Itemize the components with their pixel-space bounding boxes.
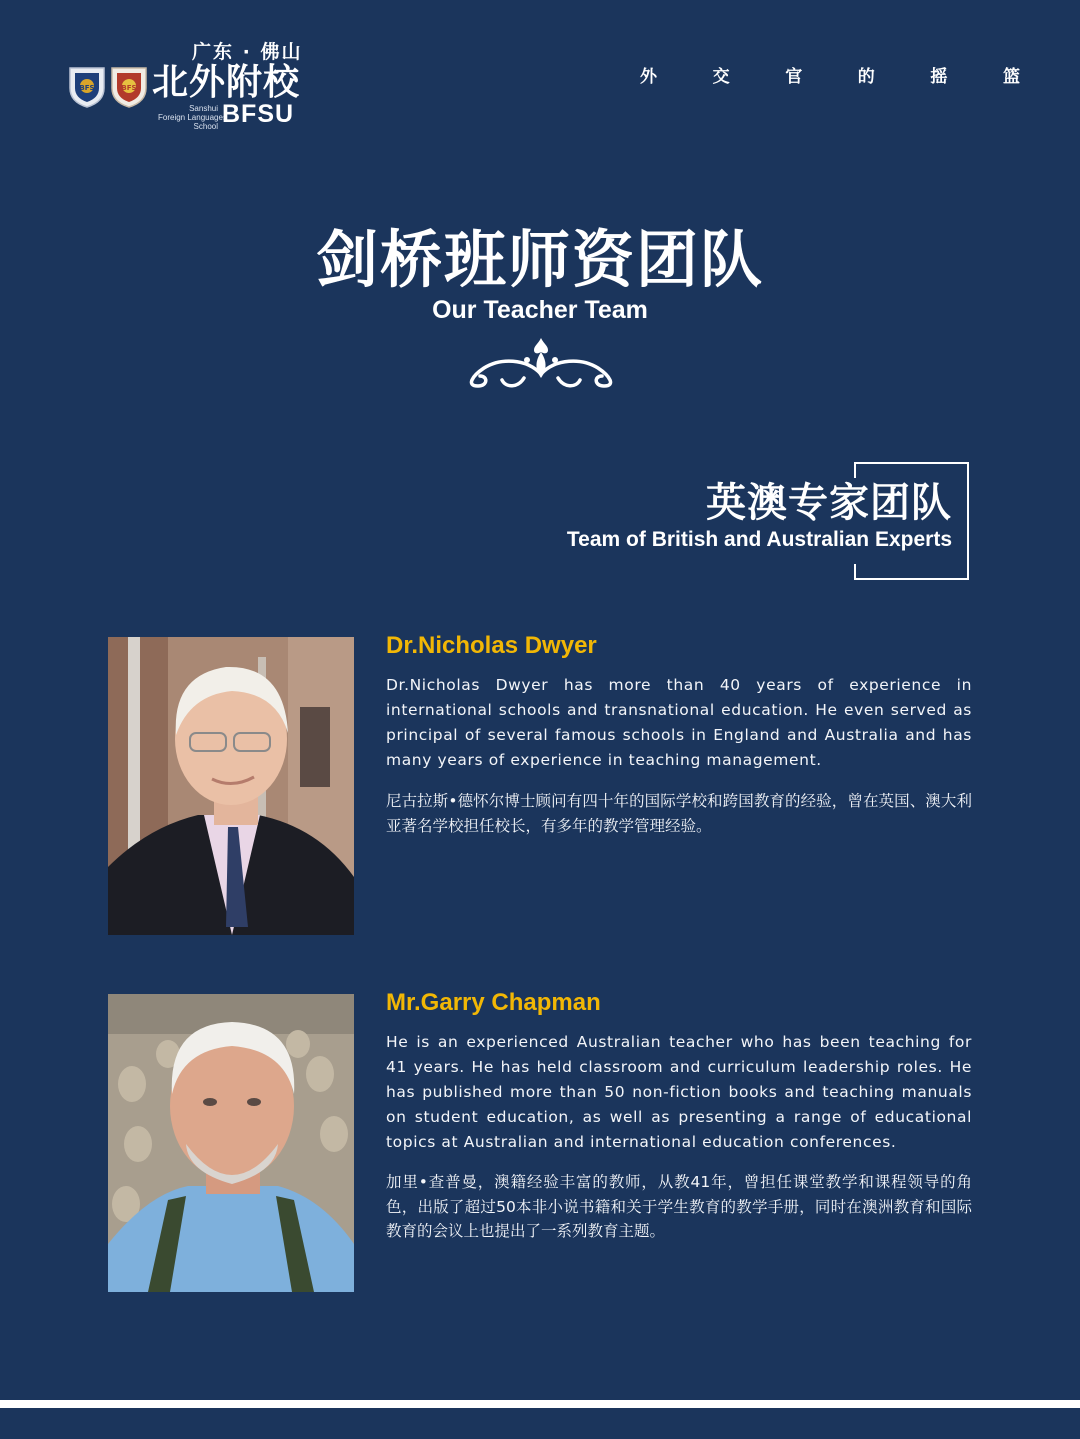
teacher-bio-en: He is an experienced Australian teacher who has been teaching for 41 years. He has held classroom and curriculum leadership roles. He has published more than 50 non-fiction books and teaching manuals on student education, as well as presenting a range of educational topics at Australian and international education conferences. — [386, 1033, 972, 1151]
logo-bfsu: BFSU — [222, 100, 295, 128]
ornament-flourish-icon — [460, 334, 622, 392]
portrait-man-terracotta-icon — [108, 994, 354, 1292]
school-logo-shields — [68, 64, 150, 108]
slogan-char: 摇 — [930, 67, 948, 87]
logo-region: 广东 · 佛山 — [192, 41, 303, 63]
slogan-char: 交 — [712, 67, 730, 87]
shield-label: BFS — [121, 84, 137, 92]
slogan-char: 外 — [640, 67, 657, 87]
teacher-name: Dr.Nicholas Dwyer — [386, 632, 597, 659]
teacher-photo — [108, 637, 354, 935]
teacher-bio-en: Dr.Nicholas Dwyer has more than 40 years of experience in international schools and transnational education. He even served as principal of several famous schools in England and Australia and has many years of experience in teaching management. — [386, 676, 972, 769]
teacher-bio-zh: 尼古拉斯•德怀尔博士顾问有四十年的国际学校和跨国教育的经验，曾在英国、澳大利亚著名学校担任校长，有多年的教学管理经验。 — [386, 792, 972, 835]
page-title: 剑桥班师资团队 — [315, 223, 764, 296]
footer-divider — [0, 1400, 1080, 1408]
section-subtitle: Team of British and Australian Experts — [566, 528, 952, 551]
school-crest-icon — [110, 64, 148, 108]
logo-sub-line: Sanshui — [189, 104, 218, 113]
page-subtitle: Our Teacher Team — [432, 296, 648, 324]
portrait-man-suit-icon — [108, 637, 354, 935]
shield-label: BFS — [79, 84, 95, 92]
teacher-photo — [108, 994, 354, 1292]
slogan-char: 官 — [785, 67, 803, 87]
logo-sub-line: School — [193, 122, 218, 131]
teacher-name: Mr.Garry Chapman — [386, 989, 601, 1016]
section-title: 英澳专家团队 — [706, 479, 952, 526]
slogan-char: 篮 — [1002, 67, 1020, 87]
slogan — [640, 62, 1020, 87]
slogan-char: 的 — [857, 67, 875, 87]
teacher-bio-zh: 加里•查普曼，澳籍经验丰富的教师，从教41年，曾担任课堂教学和课程领导的角色，出版了超过50本非小说书籍和关于学生教育的教学手册，同时在澳洲教育和国际教育的会议上也提出了一系列教育主题。 — [386, 1173, 972, 1240]
school-crest-icon — [68, 64, 106, 108]
logo-school-subtitle — [158, 104, 227, 131]
logo-school-name: 北外附校 — [152, 62, 301, 103]
logo-sub-line: Foreign Languages — [158, 113, 227, 122]
